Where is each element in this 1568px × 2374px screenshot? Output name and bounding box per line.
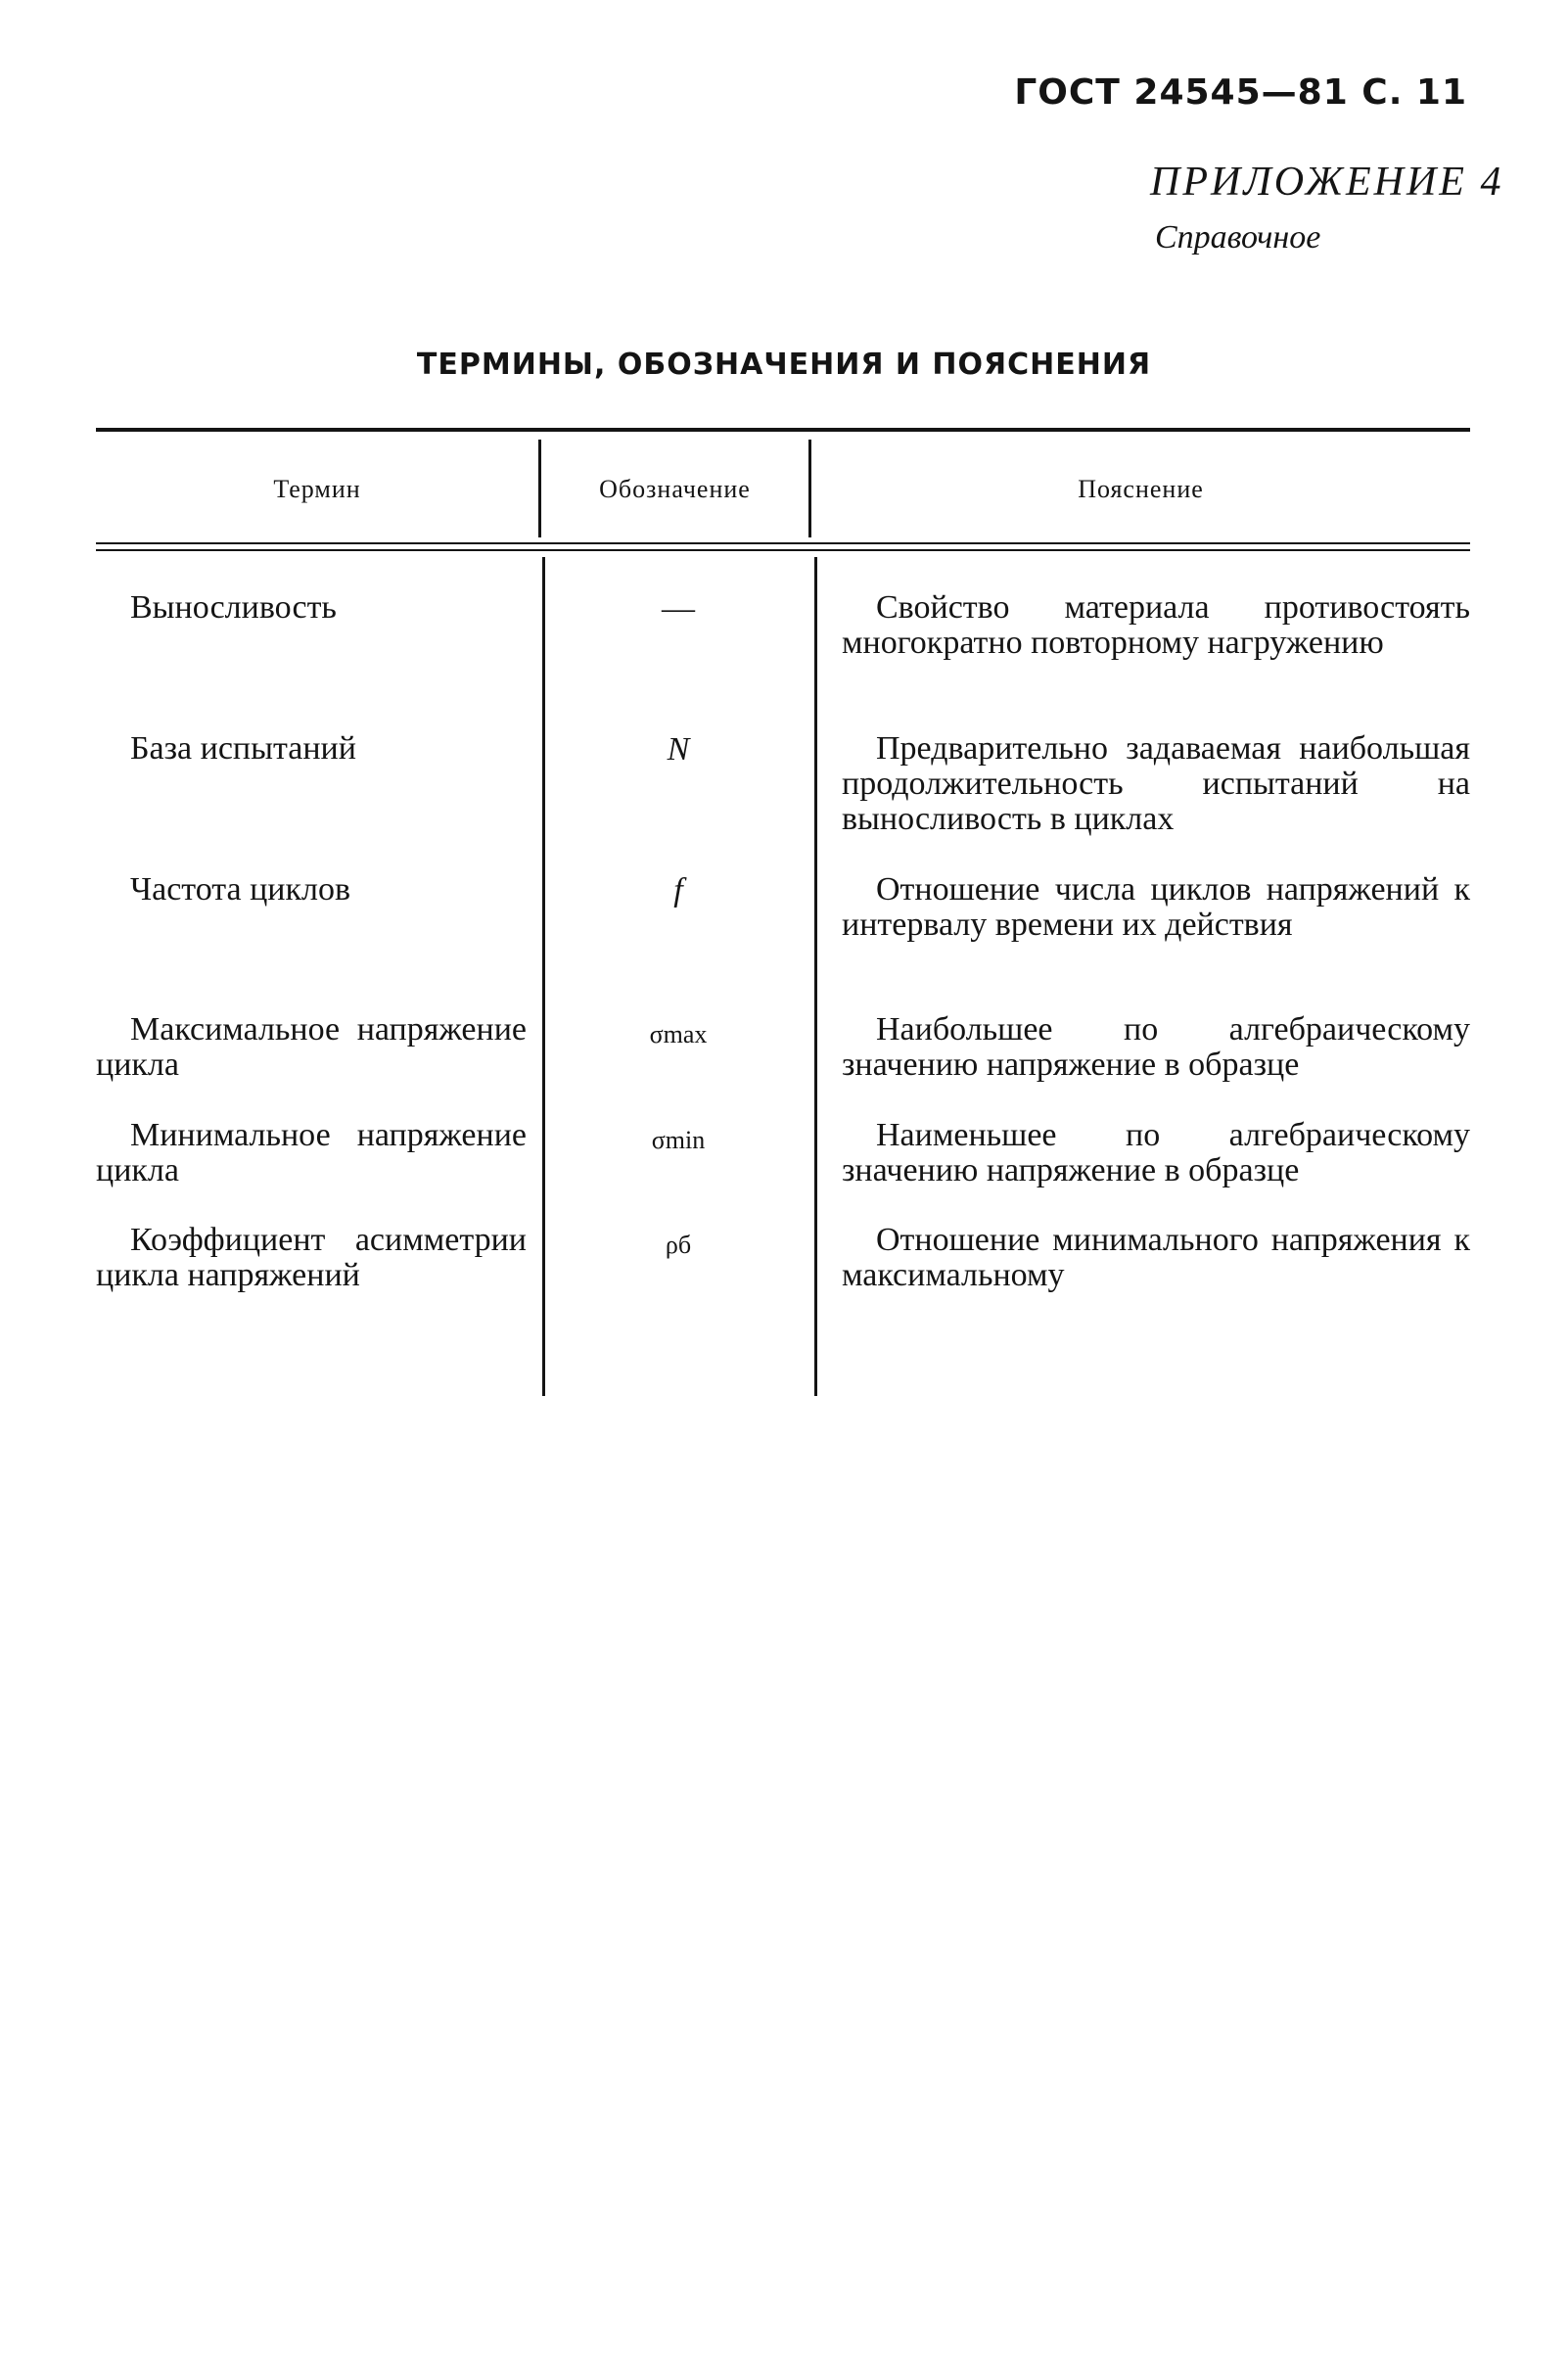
terms-table (96, 428, 1470, 1397)
symbol-cell: ρб (665, 1231, 692, 1259)
term-cell: Максимальное напряжение цикла (96, 1011, 527, 1083)
explanation-cell: Отношение минимального напряжения к максимальному (842, 1222, 1470, 1293)
page-title: ТЕРМИНЫ, ОБОЗНАЧЕНИЯ И ПОЯСНЕНИЯ (416, 348, 1152, 382)
column-header-symbol: Обозначение (599, 475, 751, 503)
symbol-cell: N (667, 731, 690, 768)
term-cell: Выносливость (130, 589, 337, 626)
explanation-cell: Свойство материала противостоять многократно повторному нагружению (842, 589, 1470, 661)
header-bottom-rule (96, 542, 1470, 544)
explanation-cell: Наименьшее по алгебраическому значению напряжение в образце (842, 1117, 1470, 1188)
explanation-cell: Предварительно задаваемая наибольшая продолжительность испытаний на выносливость в циклах (842, 730, 1470, 837)
explanation-cell: Отношение числа циклов напряжений к интервалу времени их действия (842, 871, 1470, 943)
term-cell: Коэффициент асимметрии цикла напряжений (96, 1222, 527, 1293)
column-header-explanation: Пояснение (1078, 475, 1204, 503)
symbol-cell: — (662, 590, 695, 627)
symbol-cell: σmin (651, 1126, 706, 1154)
term-cell: База испытаний (130, 730, 356, 767)
body-divider-1 (542, 557, 545, 1396)
table-top-rule (96, 428, 1470, 432)
appendix-label: ПРИЛОЖЕНИЕ 4 (1150, 160, 1504, 205)
symbol-cell: σmax (649, 1020, 708, 1048)
body-divider-2 (814, 557, 817, 1396)
term-cell: Частота циклов (130, 871, 351, 908)
header-bottom-rule-double (96, 549, 1470, 551)
term-cell: Минимальное напряжение цикла (96, 1117, 527, 1188)
explanation-cell: Наибольшее по алгебраическому значению напряжение в образце (842, 1011, 1470, 1083)
appendix-type: Справочное (1155, 219, 1321, 256)
document-reference: ГОСТ 24545—81 С. 11 (1014, 72, 1467, 113)
symbol-cell: f (673, 872, 683, 908)
column-header-term: Термин (273, 475, 361, 503)
